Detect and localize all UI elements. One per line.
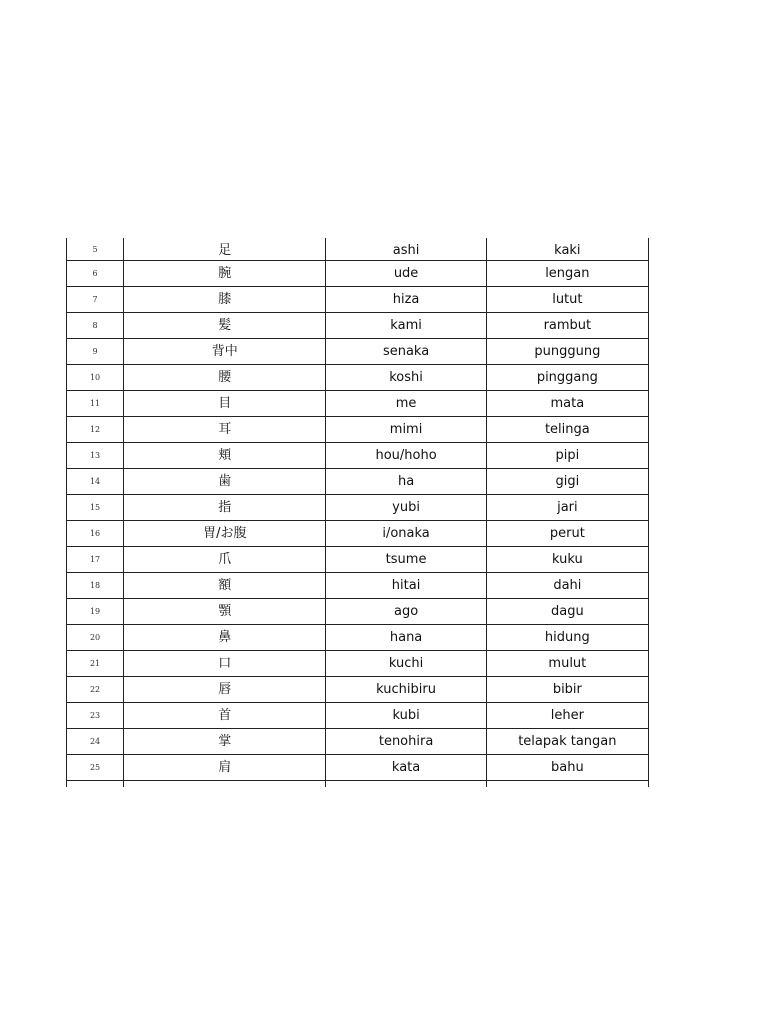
japanese-word-cell: 指 bbox=[124, 495, 326, 521]
romaji-cell: hou/hoho bbox=[326, 443, 486, 469]
indonesian-word-cell: rambut bbox=[486, 313, 648, 339]
table-row bbox=[67, 547, 649, 573]
table-row bbox=[67, 755, 649, 781]
romaji-cell: senaka bbox=[326, 339, 486, 365]
romaji-cell: tenohira bbox=[326, 729, 486, 755]
table-row bbox=[67, 261, 649, 287]
romaji-cell: hiza bbox=[326, 287, 486, 313]
table-row bbox=[67, 729, 649, 755]
indonesian-word-cell: perut bbox=[486, 521, 648, 547]
romaji-cell: ude bbox=[326, 261, 486, 287]
row-number-cell: 25 bbox=[67, 755, 124, 781]
japanese-word-cell: 足 bbox=[124, 238, 326, 261]
japanese-word-cell: 鼻 bbox=[124, 625, 326, 651]
indonesian-word-cell: punggung bbox=[486, 339, 648, 365]
table-row bbox=[67, 573, 649, 599]
vocabulary-table bbox=[66, 238, 649, 787]
romaji-cell: mimi bbox=[326, 417, 486, 443]
row-number-cell: 5 bbox=[67, 238, 124, 261]
row-number-cell: 21 bbox=[67, 651, 124, 677]
table-row-partial bbox=[67, 781, 649, 788]
indonesian-word-cell: pinggang bbox=[486, 365, 648, 391]
row-number-cell: 24 bbox=[67, 729, 124, 755]
table-row bbox=[67, 287, 649, 313]
vocabulary-table-body bbox=[67, 238, 649, 787]
row-number-cell: 19 bbox=[67, 599, 124, 625]
row-number-cell: 9 bbox=[67, 339, 124, 365]
japanese-word-cell: 腰 bbox=[124, 365, 326, 391]
indonesian-word-cell: gigi bbox=[486, 469, 648, 495]
indonesian-word-cell: dahi bbox=[486, 573, 648, 599]
row-number-cell: 11 bbox=[67, 391, 124, 417]
indonesian-word-cell: dagu bbox=[486, 599, 648, 625]
romaji-cell: kuchibiru bbox=[326, 677, 486, 703]
table-row bbox=[67, 703, 649, 729]
row-number-cell: 22 bbox=[67, 677, 124, 703]
japanese-word-cell: 耳 bbox=[124, 417, 326, 443]
indonesian-word-cell: mulut bbox=[486, 651, 648, 677]
table-row bbox=[67, 469, 649, 495]
japanese-word-cell: 肩 bbox=[124, 755, 326, 781]
indonesian-word-cell: kuku bbox=[486, 547, 648, 573]
table-row bbox=[67, 495, 649, 521]
japanese-word-cell: 胃/お腹 bbox=[124, 521, 326, 547]
row-number-cell: 16 bbox=[67, 521, 124, 547]
row-number-cell: 23 bbox=[67, 703, 124, 729]
empty-cell bbox=[486, 781, 648, 788]
row-number-cell: 13 bbox=[67, 443, 124, 469]
japanese-word-cell: 掌 bbox=[124, 729, 326, 755]
japanese-word-cell: 頬 bbox=[124, 443, 326, 469]
japanese-word-cell: 爪 bbox=[124, 547, 326, 573]
romaji-cell: tsume bbox=[326, 547, 486, 573]
romaji-cell: koshi bbox=[326, 365, 486, 391]
japanese-word-cell: 首 bbox=[124, 703, 326, 729]
indonesian-word-cell: lutut bbox=[486, 287, 648, 313]
romaji-cell: kuchi bbox=[326, 651, 486, 677]
indonesian-word-cell: leher bbox=[486, 703, 648, 729]
japanese-word-cell: 顎 bbox=[124, 599, 326, 625]
row-number-cell: 10 bbox=[67, 365, 124, 391]
romaji-cell: ago bbox=[326, 599, 486, 625]
romaji-cell: ha bbox=[326, 469, 486, 495]
romaji-cell: yubi bbox=[326, 495, 486, 521]
japanese-word-cell: 髪 bbox=[124, 313, 326, 339]
indonesian-word-cell: lengan bbox=[486, 261, 648, 287]
romaji-cell: hitai bbox=[326, 573, 486, 599]
table-row bbox=[67, 417, 649, 443]
indonesian-word-cell: hidung bbox=[486, 625, 648, 651]
table-row bbox=[67, 391, 649, 417]
japanese-word-cell: 口 bbox=[124, 651, 326, 677]
table-row bbox=[67, 677, 649, 703]
row-number-cell: 17 bbox=[67, 547, 124, 573]
japanese-word-cell: 歯 bbox=[124, 469, 326, 495]
indonesian-word-cell: bahu bbox=[486, 755, 648, 781]
indonesian-word-cell: telapak tangan bbox=[486, 729, 648, 755]
romaji-cell: ashi bbox=[326, 238, 486, 261]
row-number-cell: 7 bbox=[67, 287, 124, 313]
romaji-cell: i/onaka bbox=[326, 521, 486, 547]
romaji-cell: kubi bbox=[326, 703, 486, 729]
romaji-cell: kata bbox=[326, 755, 486, 781]
romaji-cell: hana bbox=[326, 625, 486, 651]
table-row bbox=[67, 313, 649, 339]
empty-cell bbox=[326, 781, 486, 788]
japanese-word-cell: 膝 bbox=[124, 287, 326, 313]
row-number-cell: 20 bbox=[67, 625, 124, 651]
table-row bbox=[67, 365, 649, 391]
row-number-cell: 15 bbox=[67, 495, 124, 521]
table-row bbox=[67, 625, 649, 651]
table-row bbox=[67, 339, 649, 365]
empty-cell bbox=[67, 781, 124, 788]
japanese-word-cell: 目 bbox=[124, 391, 326, 417]
table-row bbox=[67, 238, 649, 261]
romaji-cell: kami bbox=[326, 313, 486, 339]
japanese-word-cell: 額 bbox=[124, 573, 326, 599]
table-row bbox=[67, 521, 649, 547]
japanese-word-cell: 腕 bbox=[124, 261, 326, 287]
indonesian-word-cell: bibir bbox=[486, 677, 648, 703]
table-row bbox=[67, 443, 649, 469]
empty-cell bbox=[124, 781, 326, 788]
row-number-cell: 18 bbox=[67, 573, 124, 599]
indonesian-word-cell: telinga bbox=[486, 417, 648, 443]
indonesian-word-cell: kaki bbox=[486, 238, 648, 261]
row-number-cell: 14 bbox=[67, 469, 124, 495]
table-row bbox=[67, 651, 649, 677]
indonesian-word-cell: pipi bbox=[486, 443, 648, 469]
table-row bbox=[67, 599, 649, 625]
row-number-cell: 12 bbox=[67, 417, 124, 443]
japanese-word-cell: 唇 bbox=[124, 677, 326, 703]
indonesian-word-cell: mata bbox=[486, 391, 648, 417]
japanese-word-cell: 背中 bbox=[124, 339, 326, 365]
romaji-cell: me bbox=[326, 391, 486, 417]
row-number-cell: 6 bbox=[67, 261, 124, 287]
row-number-cell: 8 bbox=[67, 313, 124, 339]
indonesian-word-cell: jari bbox=[486, 495, 648, 521]
